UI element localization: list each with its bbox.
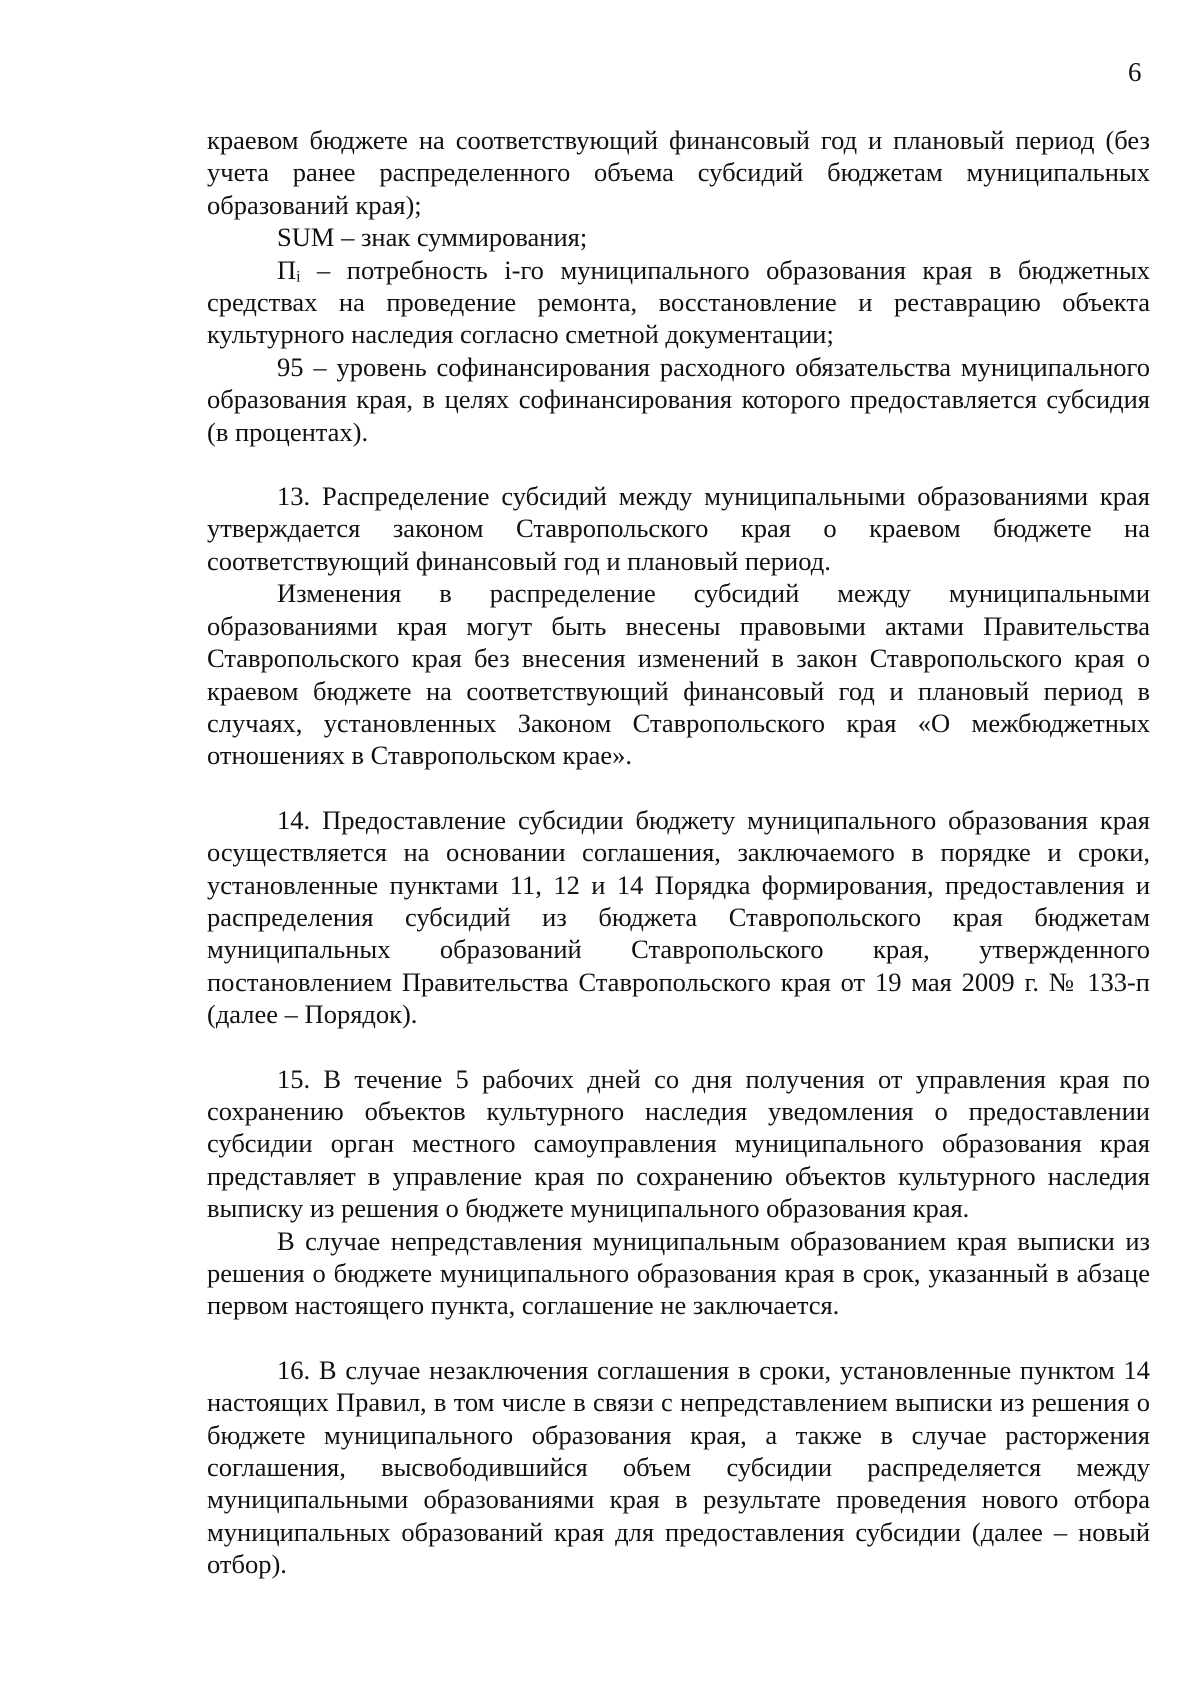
paragraph-14: 14. Предоставление субсидии бюджету муниципального образования края осуществляется на основании соглашения, заключаемого в порядке и сроки, установленные пунктами 11, 12 и 14 Порядка формирования, предоставления и распределения субсидий из бюджета Ставропольского края бюджетам муниципальных образований Ставропольского края, утвержденного постановлением Правительства Ставропольского края от 19 мая 2009 г. № 133-п (далее – Порядок). [207,804,1150,1030]
paragraph-continuation: краевом бюджете на соответствующий финансовый год и плановый период (без учета ранее распределенного объема субсидий бюджетам муниципальных образований края); [207,125,1150,220]
paragraph-13: 13. Распределение субсидий между муниципальными образованиями края утверждается законом Ставропольского края о краевом бюджете на соответствующий финансовый год и плановый период. [207,481,1150,576]
paragraph-15-nonsubmission: В случае непредставления муниципальным образованием края выписки из решения о бюджете муниципального образования края в срок, указанный в абзаце первом настоящего пункта, соглашение не заключается. [207,1225,1150,1321]
paragraph-16: 16. В случае незаключения соглашения в сроки, установленные пунктом 14 настоящих Правил, в том числе в связи с непредставлением выписки из решения о бюджете муниципального образования края, а также в случае расторжения соглашения, высвободившийся объем субсидии распределяется между муниципальными образованиями края в результате проведения нового отбора муниципальных образований края для предоставления субсидии (далее – новый отбор). [207,1354,1150,1580]
paragraph-95-definition: 95 – уровень софинансирования расходного обязательства муниципального образования края, в целях софинансирования которого предоставляется субсидия (в процентах). [207,351,1150,447]
document-body [207,124,1150,1581]
paragraph-15: 15. В течение 5 рабочих дней со дня получения от управления края по сохранению объектов культурного наследия уведомления о предоставлении субсидии орган местного самоуправления муниципального образования края представляет в управление края по сохранению объектов культурного наследия выписку из решения о бюджете муниципального образования края. [207,1063,1150,1224]
page-number: 6 [1128,57,1142,87]
paragraph-pi-definition: Пᵢ – потребность i-го муниципального образования края в бюджетных средствах на проведение ремонта, восстановление и реставрацию объекта культурного наследия согласно сметной документации; [207,254,1150,350]
paragraph-13-changes: Изменения в распределение субсидий между муниципальными образованиями края могут быть внесены правовыми актами Правительства Ставропольского края без внесения изменений в закон Ставропольского края о краевом бюджете на соответствующий финансовый год и плановый период в случаях, установленных Законом Ставропольского края «О межбюджетных отношениях в Ставропольском крае». [207,578,1150,771]
paragraph-sum-definition: SUM – знак суммирования; [277,222,588,253]
